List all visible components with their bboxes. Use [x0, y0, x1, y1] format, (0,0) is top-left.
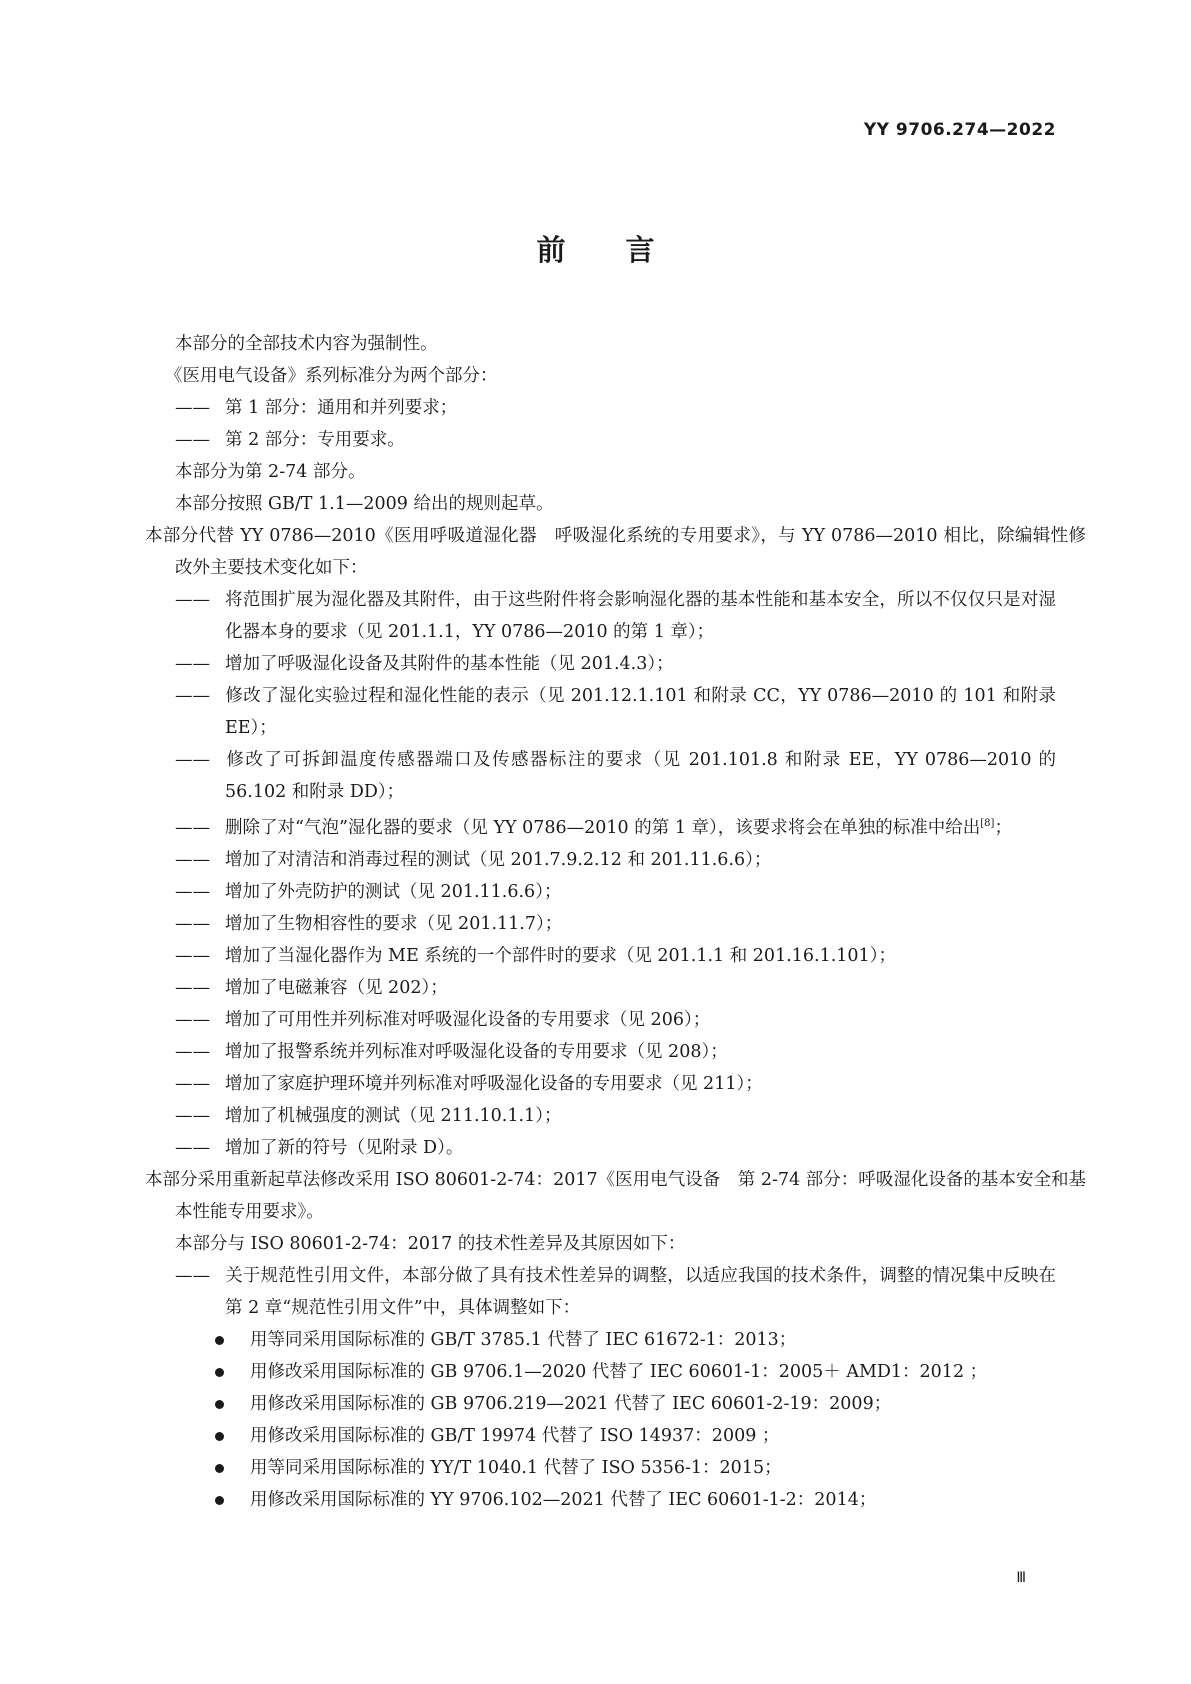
change-item-text: 增加了对清洁和消毒过程的测试（见 201.7.9.2.12 和 201.11.6.6）；	[225, 849, 772, 870]
bullet-list	[175, 1324, 1056, 1516]
dash-mark: ——	[175, 1073, 210, 1094]
change-item	[175, 1068, 1056, 1100]
dash-mark: ——	[175, 849, 210, 870]
bullet-dot-icon	[215, 1368, 224, 1377]
paragraph: 《医用电气设备》系列标准分为两个部分：	[165, 366, 498, 386]
change-item	[175, 808, 1056, 844]
bullet-item	[215, 1452, 1056, 1484]
dash-mark: ——	[175, 945, 210, 966]
bullet-item-text: 用修改采用国际标准的 GB 9706.1—2020 代替了 IEC 60601-1：2005＋ AMD1：2012 ；	[250, 1361, 988, 1382]
bullet-dot-icon	[215, 1464, 224, 1473]
bullet-item	[215, 1356, 1056, 1388]
change-item-text: 将范围扩展为湿化器及其附件，由于这些附件将会影响湿化器的基本性能和基本安全，所以不仅仅只是对湿化器本身的要求（见 201.1.1，YY 0786—2010 的第 1 章）；	[225, 590, 1056, 642]
dash-mark: ——	[175, 977, 210, 998]
change-item-text: 增加了外壳防护的测试（见 201.11.6.6）；	[225, 881, 562, 902]
standard-number: YY 9706.274—2022	[863, 120, 1056, 140]
dash-mark: ——	[175, 1105, 210, 1126]
dash-mark: ——	[175, 913, 210, 934]
bullet-dot-icon	[215, 1400, 224, 1409]
change-item	[175, 744, 1056, 808]
bullet-dot-icon	[215, 1336, 224, 1345]
bullet-dot-icon	[215, 1432, 224, 1441]
paragraph: 本部分为第 2-74 部分。	[175, 462, 366, 482]
dash-item	[175, 392, 1056, 424]
bullet-item-text: 用等同采用国际标准的 GB/T 3785.1 代替了 IEC 61672-1：2013；	[250, 1329, 797, 1350]
change-item-text: 增加了新的符号（见附录 D）。	[225, 1137, 464, 1158]
change-item-text: 修改了湿化实验过程和湿化性能的表示（见 201.12.1.101 和附录 CC，YY 0786—2010 的 101 和附录 EE）；	[225, 686, 1056, 738]
page-number: Ⅲ	[1016, 1570, 1026, 1586]
dash-mark: ——	[175, 1137, 210, 1158]
bullet-item	[215, 1388, 1056, 1420]
change-item-text: 增加了机械强度的测试（见 211.10.1.1）；	[225, 1105, 562, 1126]
change-item-text: 修改了可拆卸温度传感器端口及传感器标注的要求（见 201.101.8 和附录 EE，YY 0786—2010 的 56.102 和附录 DD）；	[225, 750, 1056, 802]
change-item	[175, 908, 1056, 940]
dash-item-text: 第 2 部分：专用要求。	[225, 430, 405, 450]
bullet-item	[215, 1324, 1056, 1356]
reference-superscript: [8]	[980, 818, 995, 829]
dash-mark: ——	[175, 1009, 210, 1030]
dash-item-text: 第 1 部分：通用和并列要求；	[225, 398, 458, 418]
change-item-text: 增加了家庭护理环境并列标准对呼吸湿化设备的专用要求（见 211）；	[225, 1073, 763, 1094]
dash-mark: ——	[175, 1041, 210, 1062]
dash-mark: ——	[175, 817, 210, 838]
dash-item	[175, 1260, 1056, 1324]
change-item-text: 增加了报警系统并列标准对呼吸湿化设备的专用要求（见 208）；	[225, 1041, 728, 1062]
dash-mark: ——	[175, 686, 210, 706]
dash-mark: ——	[175, 430, 210, 450]
change-item	[175, 584, 1056, 648]
dash-item	[175, 424, 1056, 456]
bullet-item-text: 用修改采用国际标准的 GB 9706.219—2021 代替了 IEC 60601-2-19：2009；	[250, 1393, 892, 1414]
paragraph: 本部分的全部技术内容为强制性。	[175, 334, 438, 354]
bullet-item-text: 用等同采用国际标准的 YY/T 1040.1 代替了 ISO 5356-1：2015；	[250, 1457, 782, 1478]
change-item	[175, 680, 1056, 744]
change-item	[175, 1132, 1056, 1164]
bullet-item	[215, 1420, 1056, 1452]
change-item	[175, 1004, 1056, 1036]
dash-mark: ——	[175, 590, 210, 610]
document-body	[145, 328, 1086, 1516]
change-item	[175, 1036, 1056, 1068]
change-item	[175, 648, 1056, 680]
dash-mark: ——	[175, 881, 210, 902]
change-item-text: 增加了生物相容性的要求（见 201.11.7）；	[225, 913, 563, 934]
page-title: 前言	[536, 233, 715, 267]
paragraph: 本部分按照 GB/T 1.1—2009 给出的规则起草。	[175, 494, 554, 514]
change-item	[175, 972, 1056, 1004]
paragraph: 本部分代替 YY 0786—2010《医用呼吸道湿化器 呼吸湿化系统的专用要求》，与 YY 0786—2010 相比，除编辑性修改外主要技术变化如下：	[145, 526, 1086, 578]
bullet-dot-icon	[215, 1496, 224, 1505]
dash-item-text: 关于规范性引用文件，本部分做了具有技术性差异的调整，以适应我国的技术条件，调整的情况集中反映在第 2 章“规范性引用文件”中，具体调整如下：	[225, 1265, 1056, 1318]
change-item-text: 删除了对“气泡”湿化器的要求（见 YY 0786—2010 的第 1 章），该要求将会在单独的标准中给出	[225, 817, 981, 838]
dash-mark: ——	[175, 398, 210, 418]
change-item	[175, 940, 1056, 972]
change-item-text: 增加了当湿化器作为 ME 系统的一个部件时的要求（见 201.1.1 和 201.16.1.101）；	[225, 945, 896, 966]
change-item-text: 增加了可用性并列标准对呼吸湿化设备的专用要求（见 206）；	[225, 1009, 711, 1030]
dash-mark: ——	[175, 750, 210, 770]
dash-mark: ——	[175, 654, 210, 674]
paragraph: 本部分与 ISO 80601-2-74：2017 的技术性差异及其原因如下：	[175, 1233, 686, 1254]
dash-mark: ——	[175, 1265, 210, 1286]
changes-list	[175, 584, 1056, 1164]
change-item	[175, 844, 1056, 876]
change-item-tail: ；	[994, 817, 1012, 838]
paragraph: 本部分采用重新起草法修改采用 ISO 80601-2-74：2017《医用电气设备 第 2-74 部分：呼吸湿化设备的基本安全和基本性能专用要求》。	[145, 1169, 1086, 1222]
change-item-text: 增加了电磁兼容（见 202）；	[225, 977, 448, 998]
change-item	[175, 1100, 1056, 1132]
change-item	[175, 876, 1056, 908]
change-item-text: 增加了呼吸湿化设备及其附件的基本性能（见 201.4.3）；	[225, 654, 674, 674]
bullet-item	[215, 1484, 1056, 1516]
bullet-item-text: 用修改采用国际标准的 YY 9706.102—2021 代替了 IEC 60601-1-2：2014；	[250, 1489, 877, 1510]
bullet-item-text: 用修改采用国际标准的 GB/T 19974 代替了 ISO 14937：2009 ；	[250, 1425, 780, 1446]
